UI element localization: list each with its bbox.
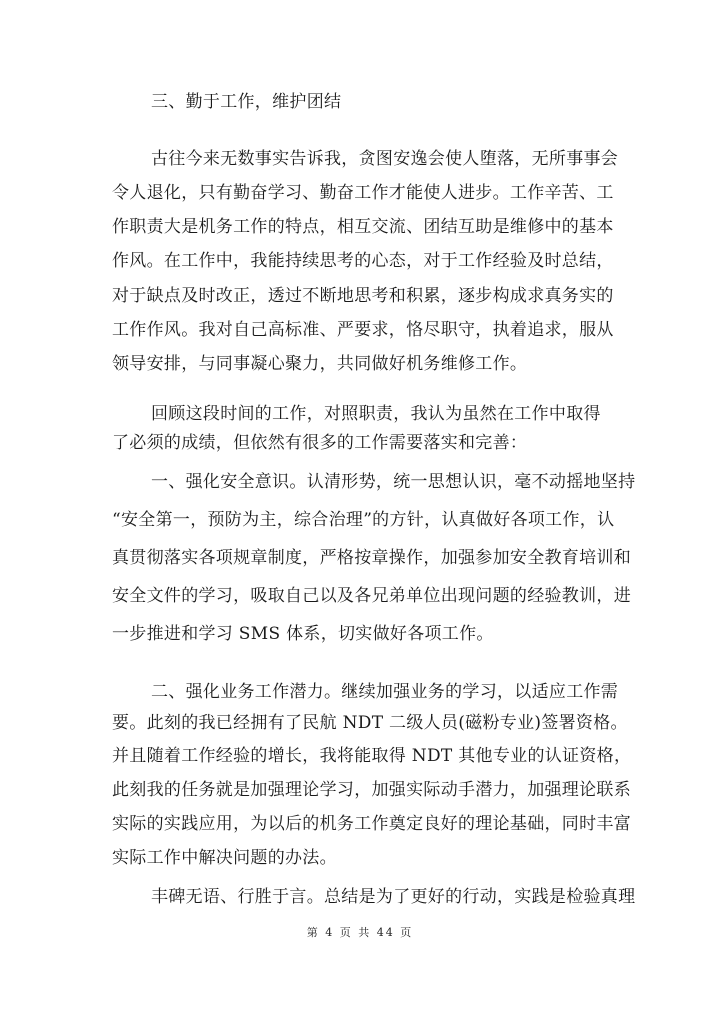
page-number-footer: 第 4 页 共 44 页 [306, 926, 414, 939]
paragraph-line: 真贯彻落实各项规章制度，严格按章操作，加强参加安全教育培训和 [112, 548, 631, 568]
paragraph-line: 此刻我的任务就是加强理论学习，加强实际动手潜力，加强理论联系 [112, 780, 631, 800]
paragraph-line: 实际的实践应用，为以后的机务工作奠定良好的理论基础，同时丰富 [112, 814, 631, 834]
paragraph-line: 了必须的成绩，但依然有很多的工作需要落实和完善： [112, 433, 528, 453]
paragraph-line: 要。此刻的我已经拥有了民航 NDT 二级人员(磁粉专业)签署资格。 [112, 713, 628, 733]
paragraph-line: 回顾这段时间的工作，对照职责，我认为虽然在工作中取得 [151, 404, 601, 424]
paragraph-line: 并且随着工作经验的增长，我将能取得 NDT 其他专业的认证资格， [112, 746, 632, 766]
paragraph-line: “安全第一，预防为主，综合治理”的方针，认真做好各项工作，认 [112, 510, 615, 530]
paragraph-line: 实际工作中解决问题的办法。 [112, 848, 337, 868]
paragraph-line: 作风。在工作中，我能持续思考的心态，对于工作经验及时总结， [112, 251, 614, 271]
paragraph-line: 丰碑无语、行胜于言。总结是为了更好的行动，实践是检验真理 [151, 887, 636, 907]
paragraph-line: 作职责大是机务工作的特点，相互交流、团结互助是维修中的基本 [112, 217, 614, 237]
paragraph-line: 安全文件的学习，吸取自己以及各兄弟单位出现问题的经验教训，进 [112, 586, 631, 606]
paragraph-line: 工作作风。我对自己高标准、严要求，恪尽职守，执着追求，服从 [112, 320, 614, 340]
paragraph-line: 一步推进和学习 SMS 体系，切实做好各项工作。 [112, 624, 494, 644]
paragraph-line: 古往今来无数事实告诉我，贪图安逸会使人堕落，无所事事会 [151, 149, 619, 169]
paragraph-line: 二、强化业务工作潜力。继续加强业务的学习，以适应工作需 [151, 682, 619, 702]
paragraph-line: 对于缺点及时改正，透过不断地思考和积累，逐步构成求真务实的 [112, 286, 614, 306]
paragraph-line: 一、强化安全意识。认清形势，统一思想认识，毫不动摇地坚持 [151, 472, 636, 492]
paragraph-line: 令人退化，只有勤奋学习、勤奋工作才能使人进步。工作辛苦、工 [112, 183, 614, 203]
section-heading: 三、勤于工作，维护团结 [151, 92, 342, 112]
paragraph-line: 领导安排，与同事凝心聚力，共同做好机务维修工作。 [112, 354, 528, 374]
